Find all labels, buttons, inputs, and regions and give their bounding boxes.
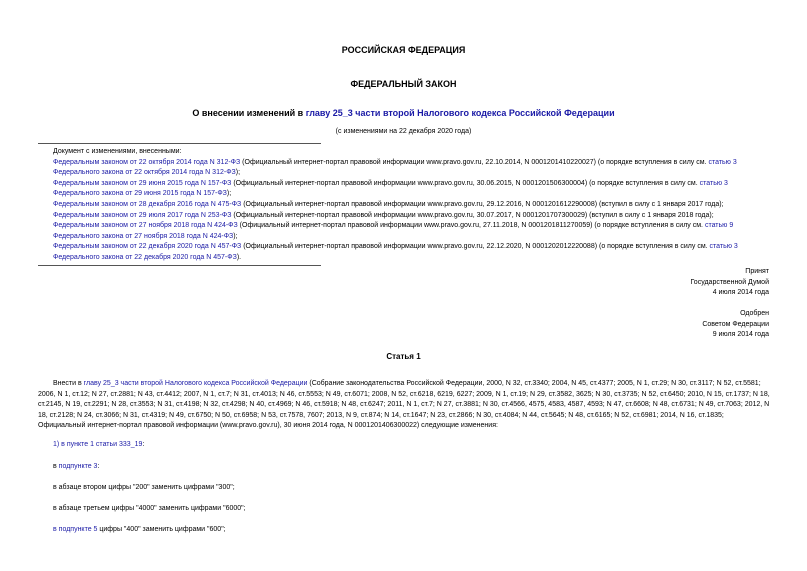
change-item: Федеральным законом от 22 декабря 2020 года N 457-ФЗ (Официальный интернет-портал правовой информации www.pravo.gov.ru, 22.12.2020, N 0001202012220088) (о порядке вступления в силу см. статью 3 Федерального закона от 22 декабря 2020 года N 457-ФЗ). — [53, 243, 738, 261]
amendment-link[interactable]: подпункте 3 — [58, 463, 98, 470]
law-title-prefix: О внесении изменений в — [192, 108, 306, 118]
amendment-link[interactable]: в пункте 1 статьи 333_19 — [61, 441, 143, 448]
law-title-link[interactable]: главу 25_3 части второй Налогового кодекса Российской Федерации — [305, 108, 615, 118]
amendment-item-3: в абзаце втором цифры "200" заменить цифрами "300"; — [53, 484, 235, 491]
changes-block — [38, 147, 770, 264]
change-law-link[interactable]: Федеральным законом от 22 октября 2014 года N 312-ФЗ — [53, 158, 241, 166]
change-item: Федеральным законом от 29 июня 2015 года N 157-ФЗ (Официальный интернет-портал правовой информации www.pravo.gov.ru, 30.06.2015, N 0001201506300004) (о порядке вступления в силу см. статью 3 Федерального закона от 29 июня 2015 года N 157-ФЗ); — [53, 179, 728, 198]
change-law-link[interactable]: Федеральным законом от 29 июня 2015 года N 157-ФЗ — [53, 179, 232, 187]
change-article-link[interactable]: статью 3 Федерального закона от 29 июня 2015 года N 157-ФЗ — [53, 179, 728, 198]
changes-intro: Документ с изменениями, внесенными: — [53, 148, 182, 155]
amendment-item-4: в абзаце третьем цифры "4000" заменить цифрами "6000"; — [53, 505, 246, 512]
top-divider — [38, 143, 321, 144]
change-article-link[interactable]: статью 3 Федерального закона от 22 октября 2014 года N 312-ФЗ — [53, 158, 737, 177]
change-law-link[interactable]: Федеральным законом от 22 декабря 2020 года N 457-ФЗ — [53, 243, 242, 251]
change-item: Федеральным законом от 29 июля 2017 года N 253-ФЗ (Официальный интернет-портал правовой информации www.pravo.gov.ru, 30.07.2017, N 0001201707300029) (вступил в силу с 1 января 2018 года); — [53, 211, 714, 219]
adoption-duma: Принят Государственной Думой 4 июля 2014 года — [690, 268, 769, 297]
bottom-divider — [38, 265, 321, 266]
article-intro-link[interactable]: главу 25_3 части второй Налогового кодекса Российской Федерации — [83, 380, 308, 387]
amendment-item-5: в подпункте 5 цифры "400" заменить цифрами "600"; — [53, 526, 226, 533]
change-law-link[interactable]: Федеральным законом от 28 декабря 2016 года N 475-ФЗ — [53, 200, 242, 208]
change-item: Федеральным законом от 22 октября 2014 года N 312-ФЗ (Официальный интернет-портал правовой информации www.pravo.gov.ru, 22.10.2014, N 0001201410220027) (о порядке вступления в силу см. статью 3 Федерального закона от 22 октября 2014 года N 312-ФЗ); — [53, 158, 737, 177]
law-title — [0, 108, 807, 118]
change-article-link[interactable]: статью 9 Федерального закона от 27 ноября 2018 года N 424-ФЗ — [53, 222, 734, 240]
change-law-link[interactable]: Федеральным законом от 27 ноября 2018 года N 424-ФЗ — [53, 222, 238, 230]
adoption-federation-council: Одобрен Советом Федерации 9 июля 2014 года — [702, 310, 769, 339]
amendment-link[interactable]: в подпункте 5 — [53, 526, 98, 533]
amendment-item-2: в подпункте 3: — [53, 463, 100, 470]
article-intro: Внести в главу 25_3 части второй Налогового кодекса Российской Федерации (Собрание законодательства Российской Федерации, 2000, N 32, ст.3340; 2004, N 45, ст.4377; 2005, N 1, ст.29; N 30, ст.3117; N 52, ст.5581; 2006, N 1, ст.12; N 27, ст.2881; N 43, ст.4412; 2007, N 1, ст.7; N 31, ст.4013; N 46, ст.5553; N 49, ст.6071; 2008, N 52, ст.6218, 6219, 6227; 2009, N 1, ст.19; N 29, ст.3582, 3625; N 30, ст.3735; N 52, ст.6450; 2010, N 15, ст.1737; N 18, ст.2145, N 19, ст.2291; N 28, ст.3553; N 31, ст.4198; N 32, ст.4298; N 40, ст.4969; N 46, ст.5918; N 48, ст.6247; 2011, N 1, ст.7; N 27, ст.3881; N 30, ст.4566, 4575, 4583, 4587, 4593; N 47, ст.6608; N 48, ст.6731; N 49, ст.7063; 2012, N 18, ст.2128; N 24, ст.3066; N 31, ст.4319; N 49, ст.6750; N 50, ст.6958; N 53, ст.7578, 7607; 2013, N 9, ст.874; N 14, ст.1647; N 23, ст.2866; N 30, ст.4084; N 44, ст.5645; N 48, ст.6165; N 52, ст.6981; 2014, N 16, ст.1835; Официальный интернет-портал правовой информации (www.pravo.gov.ru), 30 июня 2014 года, N 0001201406300022) следующие изменения: — [38, 380, 770, 430]
country-heading: РОССИЙСКАЯ ФЕДЕРАЦИЯ — [341, 45, 466, 55]
article-heading: Статья 1 — [386, 352, 421, 361]
amendment-item-1: 1) в пункте 1 статьи 333_19: — [53, 441, 145, 448]
law-type-heading: ФЕДЕРАЛЬНЫЙ ЗАКОН — [350, 79, 457, 89]
change-law-link[interactable]: Федеральным законом от 29 июля 2017 года N 253-ФЗ — [53, 211, 232, 219]
change-item: Федеральным законом от 27 ноября 2018 года N 424-ФЗ (Официальный интернет-портал правовой информации www.pravo.gov.ru, 27.11.2018, N 0001201811270059) (о порядке вступления в силу см. статью 9 Федерального закона от 27 ноября 2018 года N 424-ФЗ); — [53, 222, 734, 240]
change-article-link[interactable]: статью 3 Федерального закона от 22 декабря 2020 года N 457-ФЗ — [53, 243, 738, 261]
change-item: Федеральным законом от 28 декабря 2016 года N 475-ФЗ (Официальный интернет-портал правовой информации www.pravo.gov.ru, 29.12.2016, N 0001201612290008) (вступил в силу с 1 января 2017 года); — [53, 200, 724, 208]
edition-note: (с изменениями на 22 декабря 2020 года) — [335, 128, 472, 135]
